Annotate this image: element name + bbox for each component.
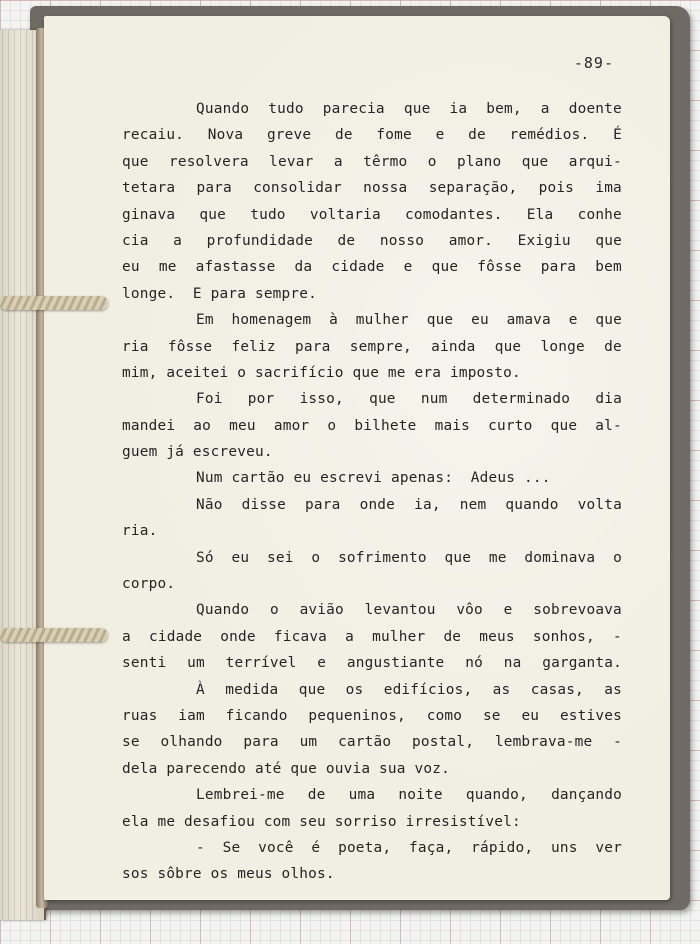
word: iam xyxy=(178,707,205,724)
word: que xyxy=(199,206,226,223)
word: onde xyxy=(359,496,396,513)
word: ficando xyxy=(225,707,288,724)
word: mulher xyxy=(372,628,426,645)
text-line: ria. xyxy=(122,523,158,540)
word: ima xyxy=(595,180,622,197)
word: Em xyxy=(196,312,214,329)
word: que xyxy=(122,153,149,170)
word: mais xyxy=(434,417,471,434)
word: meus xyxy=(479,628,515,645)
word: lembrava-me xyxy=(494,734,593,751)
word: curto xyxy=(488,417,533,434)
word: sonhos, xyxy=(532,628,595,645)
word: você xyxy=(258,839,294,856)
word: têrmo xyxy=(363,153,408,170)
word: meu xyxy=(229,417,256,434)
word: eu xyxy=(521,707,540,724)
word: amor xyxy=(273,417,310,434)
word: ainda xyxy=(431,338,476,355)
word: recaiu. xyxy=(122,127,185,144)
word: Se xyxy=(222,839,241,856)
word: Nova xyxy=(207,127,244,144)
word: que xyxy=(494,338,522,355)
text-line xyxy=(122,228,622,254)
word: pequeninos, xyxy=(308,707,406,724)
word: profundidade xyxy=(206,232,313,249)
word: senti xyxy=(122,655,167,672)
word: me xyxy=(488,549,507,566)
word: estives xyxy=(559,707,622,724)
word: Só xyxy=(196,549,214,566)
word: nosso xyxy=(379,232,425,249)
text-line: guem já escreveu. xyxy=(122,444,273,461)
word: fôsse xyxy=(477,259,522,276)
word: bem xyxy=(595,259,622,276)
word: volta xyxy=(577,496,622,513)
word: doente xyxy=(568,101,622,117)
word: determinado xyxy=(472,391,571,408)
text-line xyxy=(122,729,622,755)
text-line: ela me desafiou com seu sorriso irresistível: xyxy=(122,813,521,830)
page-text xyxy=(122,96,622,888)
word: sobrevoava xyxy=(533,602,622,619)
word: me xyxy=(158,259,177,276)
word: na xyxy=(503,655,522,672)
text-line: Num cartão eu escrevi apenas: Adeus ... xyxy=(196,470,551,487)
binding-string-top xyxy=(0,296,108,310)
word: e xyxy=(403,259,413,276)
text-line xyxy=(122,334,622,360)
word: homenagem xyxy=(231,312,312,329)
word: ficava xyxy=(273,628,328,645)
text-line xyxy=(122,677,622,703)
word: quando xyxy=(505,496,559,513)
word: ria xyxy=(122,338,149,355)
text-line: sos sôbre os meus olhos. xyxy=(122,866,335,883)
word: - xyxy=(613,734,622,751)
word: sei xyxy=(267,549,294,566)
word: eu xyxy=(122,259,140,276)
word: bilhete xyxy=(354,417,417,434)
word: terrível xyxy=(225,655,297,672)
word: que xyxy=(521,153,549,170)
word: Exigiu xyxy=(517,232,571,249)
word: postal, xyxy=(412,734,475,751)
word: Quando xyxy=(196,602,250,619)
word: resolvera xyxy=(168,153,249,170)
word: eu xyxy=(471,312,489,329)
word: - xyxy=(613,628,622,645)
word: longe xyxy=(540,338,585,355)
word: parecia xyxy=(322,101,385,117)
word: tetara xyxy=(122,180,176,197)
word: para xyxy=(295,338,331,355)
word: cidade xyxy=(331,259,385,276)
word: os xyxy=(345,681,364,698)
text-line xyxy=(122,307,622,333)
word: conhe xyxy=(577,206,622,223)
word: cia xyxy=(122,232,149,249)
word: À xyxy=(196,681,205,698)
word: rápido, xyxy=(471,839,534,856)
word: e xyxy=(503,602,513,619)
word: mulher xyxy=(355,312,409,329)
word: feliz xyxy=(231,338,276,355)
word: comodantes. xyxy=(405,206,503,223)
word: que xyxy=(444,549,472,566)
text-line xyxy=(122,782,622,808)
text-line xyxy=(122,386,622,412)
word: É xyxy=(613,127,622,144)
word: Lembrei-me xyxy=(196,787,285,804)
text-line xyxy=(122,835,622,861)
word: de xyxy=(334,127,353,144)
word: à xyxy=(329,312,338,329)
word: sempre, xyxy=(349,338,412,355)
word: o xyxy=(311,549,321,566)
word: e xyxy=(435,127,445,144)
word: que xyxy=(403,101,431,117)
word: a xyxy=(122,628,131,645)
binding-string-bottom xyxy=(0,628,108,642)
word: - xyxy=(196,839,205,856)
word: para xyxy=(196,180,232,197)
word: o xyxy=(613,549,622,566)
word: ia xyxy=(449,101,468,117)
word: plano xyxy=(457,153,502,170)
text-line xyxy=(122,254,622,280)
word: voltaria xyxy=(309,206,381,223)
word: para xyxy=(540,259,577,276)
word: vôo xyxy=(456,602,483,619)
word: dia xyxy=(595,391,622,408)
word: Não xyxy=(196,496,223,513)
word: isso, xyxy=(299,391,344,408)
word: as xyxy=(492,681,511,698)
word: ver xyxy=(595,839,622,856)
word: nó xyxy=(465,655,483,672)
text-line: longe. E para sempre. xyxy=(122,285,318,302)
word: tudo xyxy=(250,206,286,223)
word: nem xyxy=(459,496,487,513)
word: greve xyxy=(266,127,312,144)
word: ginava xyxy=(122,206,176,223)
word: medida xyxy=(225,681,279,698)
text-line xyxy=(122,624,622,650)
text-line: corpo. xyxy=(122,576,176,593)
word: afastasse xyxy=(195,259,276,276)
text-line xyxy=(122,202,622,228)
typewritten-page xyxy=(44,16,670,900)
word: consolidar xyxy=(253,180,342,197)
word: o xyxy=(427,153,437,170)
word: que xyxy=(431,259,459,276)
word: Foi xyxy=(196,391,223,408)
page-edges xyxy=(2,30,38,920)
word: amava xyxy=(506,312,551,329)
word: num xyxy=(420,391,448,408)
word: a xyxy=(173,232,183,249)
text-line xyxy=(122,96,622,122)
text-line xyxy=(122,597,622,623)
text-line xyxy=(122,703,622,729)
word: ia, xyxy=(414,496,441,513)
text-line xyxy=(122,122,622,148)
word: faça, xyxy=(409,839,454,856)
word: uns xyxy=(551,839,578,856)
word: levantou xyxy=(364,602,436,619)
word: amor. xyxy=(448,232,494,249)
text-line xyxy=(122,175,622,201)
word: que xyxy=(550,417,578,434)
word: eu xyxy=(231,549,250,566)
word: cartão xyxy=(338,734,392,751)
word: ao xyxy=(193,417,212,434)
word: se xyxy=(122,734,140,751)
word: de xyxy=(443,628,462,645)
word: remédios. xyxy=(509,127,590,144)
text-line xyxy=(122,149,622,175)
word: um xyxy=(187,655,205,672)
word: noite xyxy=(398,787,443,804)
text-line xyxy=(122,650,622,676)
word: é xyxy=(311,839,321,856)
word: quando, xyxy=(465,787,528,804)
word: a xyxy=(333,153,343,170)
word: bem, xyxy=(486,101,522,117)
word: Quando xyxy=(196,101,250,117)
word: a xyxy=(540,101,550,117)
text-line xyxy=(122,492,622,518)
word: se xyxy=(482,707,501,724)
word: cidade xyxy=(148,628,203,645)
word: tudo xyxy=(268,101,304,117)
word: as xyxy=(604,681,622,698)
word: o xyxy=(327,417,337,434)
word: olhando xyxy=(160,734,223,751)
word: fôsse xyxy=(167,338,213,355)
word: angustiante xyxy=(346,655,445,672)
word: a xyxy=(345,628,355,645)
word: garganta. xyxy=(542,655,622,672)
word: ruas xyxy=(122,707,158,724)
word: arqui- xyxy=(568,153,622,170)
word: que xyxy=(369,391,396,408)
word: pois xyxy=(538,180,575,197)
word: mandei xyxy=(122,417,176,434)
word: de xyxy=(307,787,326,804)
word: fome xyxy=(376,127,412,144)
word: um xyxy=(299,734,318,751)
word: que xyxy=(595,312,622,329)
word: separação, xyxy=(428,180,518,197)
word: disse xyxy=(241,496,286,513)
word: como xyxy=(426,707,463,724)
page-number: -89- xyxy=(573,54,614,72)
word: para xyxy=(305,496,341,513)
word: da xyxy=(294,259,313,276)
word: dominava xyxy=(524,549,596,566)
word: e xyxy=(317,655,327,672)
word: que xyxy=(595,232,622,249)
word: onde xyxy=(220,628,256,645)
word: e xyxy=(568,312,578,329)
word: para xyxy=(243,734,279,751)
word: dançando xyxy=(551,787,622,804)
word: casas, xyxy=(530,681,584,698)
word: de xyxy=(604,338,622,355)
word: sofrimento xyxy=(338,549,427,566)
text-line: mim, aceitei o sacrifício que me era imposto. xyxy=(122,364,521,381)
word: uma xyxy=(348,787,376,804)
word: nossa xyxy=(363,180,408,197)
word: por xyxy=(247,391,275,408)
word: poeta, xyxy=(338,839,392,856)
word: de xyxy=(468,127,486,144)
text-line xyxy=(122,413,622,439)
word: edifícios, xyxy=(383,681,473,698)
word: que xyxy=(298,681,326,698)
word: Ela xyxy=(526,206,554,223)
text-line xyxy=(122,545,622,571)
word: al- xyxy=(595,417,622,434)
word: que xyxy=(426,312,454,329)
text-line: dela parecendo até que ouvia sua voz. xyxy=(122,760,450,777)
word: o xyxy=(269,602,279,619)
word: de xyxy=(337,232,356,249)
word: levar xyxy=(269,153,314,170)
word: avião xyxy=(299,602,344,619)
